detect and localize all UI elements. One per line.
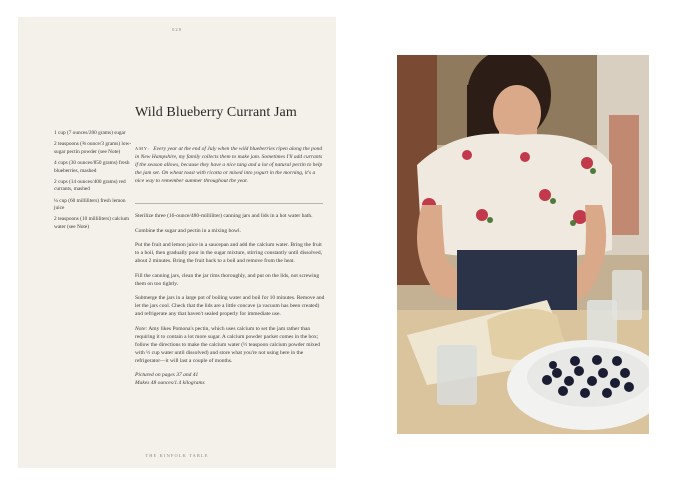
ingredient-list	[54, 130, 134, 235]
page-number: 028	[172, 27, 182, 32]
instruction-step: Submerge the jars in a large pot of boiling water and boil for 10 minutes. Remove and let the jars cool. Check that the lids are a little concave (a vacuum has been created) and refrigerate any that haven't sealed properly for immediate use.	[135, 295, 325, 317]
ingredient: 4 cups (30 ounces/850 grams) fresh blueberries, mashed	[54, 159, 130, 174]
ingredient: 2 teaspoons (⅝ ounce/3 grams) low-sugar pectin powder (see Note)	[54, 141, 132, 155]
ingredient: 2 cups (14 ounces/400 grams) red currants, mashed	[54, 178, 126, 193]
recipe-yield: Makes 48 ounces/1.4 kilograms	[135, 380, 205, 386]
recipe-page	[18, 17, 336, 468]
recipe-intro	[135, 145, 325, 185]
divider	[135, 203, 323, 204]
intro-author-label: AMY:	[135, 146, 150, 151]
kitchen-photo-illustration	[397, 55, 649, 434]
recipe-title: Wild Blueberry Currant Jam	[135, 105, 297, 120]
pictured-reference: Pictured on pages 37 and 41	[135, 372, 199, 378]
kitchen-photo	[397, 55, 649, 434]
ingredient: 1 cup (7 ounces/200 grams) sugar	[54, 130, 126, 136]
instruction-step: Sterilize three (16-ounce/480-milliliter) canning jars and lids in a hot water bath.	[135, 213, 313, 219]
ingredient: 2 teaspoons (10 milliliters) calcium water (see Note)	[54, 216, 130, 230]
note-label: Note:	[135, 325, 148, 332]
instruction-step: Fill the canning jars, clean the jar rims thoroughly, and put on the lids, not screwing them on too tightly.	[135, 272, 320, 287]
recipe-note	[135, 325, 325, 365]
instruction-step: Combine the sugar and pectin in a mixing bowl.	[135, 227, 241, 234]
page-footer: THE KINFOLK TABLE	[145, 453, 209, 458]
ingredient: ¼ cup (60 milliliters) fresh lemon juice	[54, 197, 126, 212]
instructions	[135, 212, 325, 387]
note-text: Amy likes Pomona's pectin, which uses calcium to set the jam rather than requiring it to contain a lot more sugar. A calcium powder packet comes in the box; follow the directions to make the calcium water (½ teaspoon calcium powder mixed with ½ cup water until dissolved) and store what you're not using here in the refrigerator—it will last a couple of months.	[135, 325, 320, 364]
instruction-step: Put the fruit and lemon juice in a saucepan and add the calcium water. Bring the fruit to a boil, then gradually pour in the sugar mixture, stirring constantly until dissolved, about 2 minutes. Bring the fruit back to a boil and remove from the heat.	[135, 242, 322, 264]
intro-text: Every year at the end of July when the wild blueberries ripen along the pond in New Hampshire, my family collects them to make jam. Sometimes I'll add currants if the season allows, because they have a nice tang and a lot of natural pectin to help the jam set. On wheat toast with ricotta or mixed into yogurt in the morning, it's a nice way to remember summer throughout the year.	[135, 146, 323, 184]
